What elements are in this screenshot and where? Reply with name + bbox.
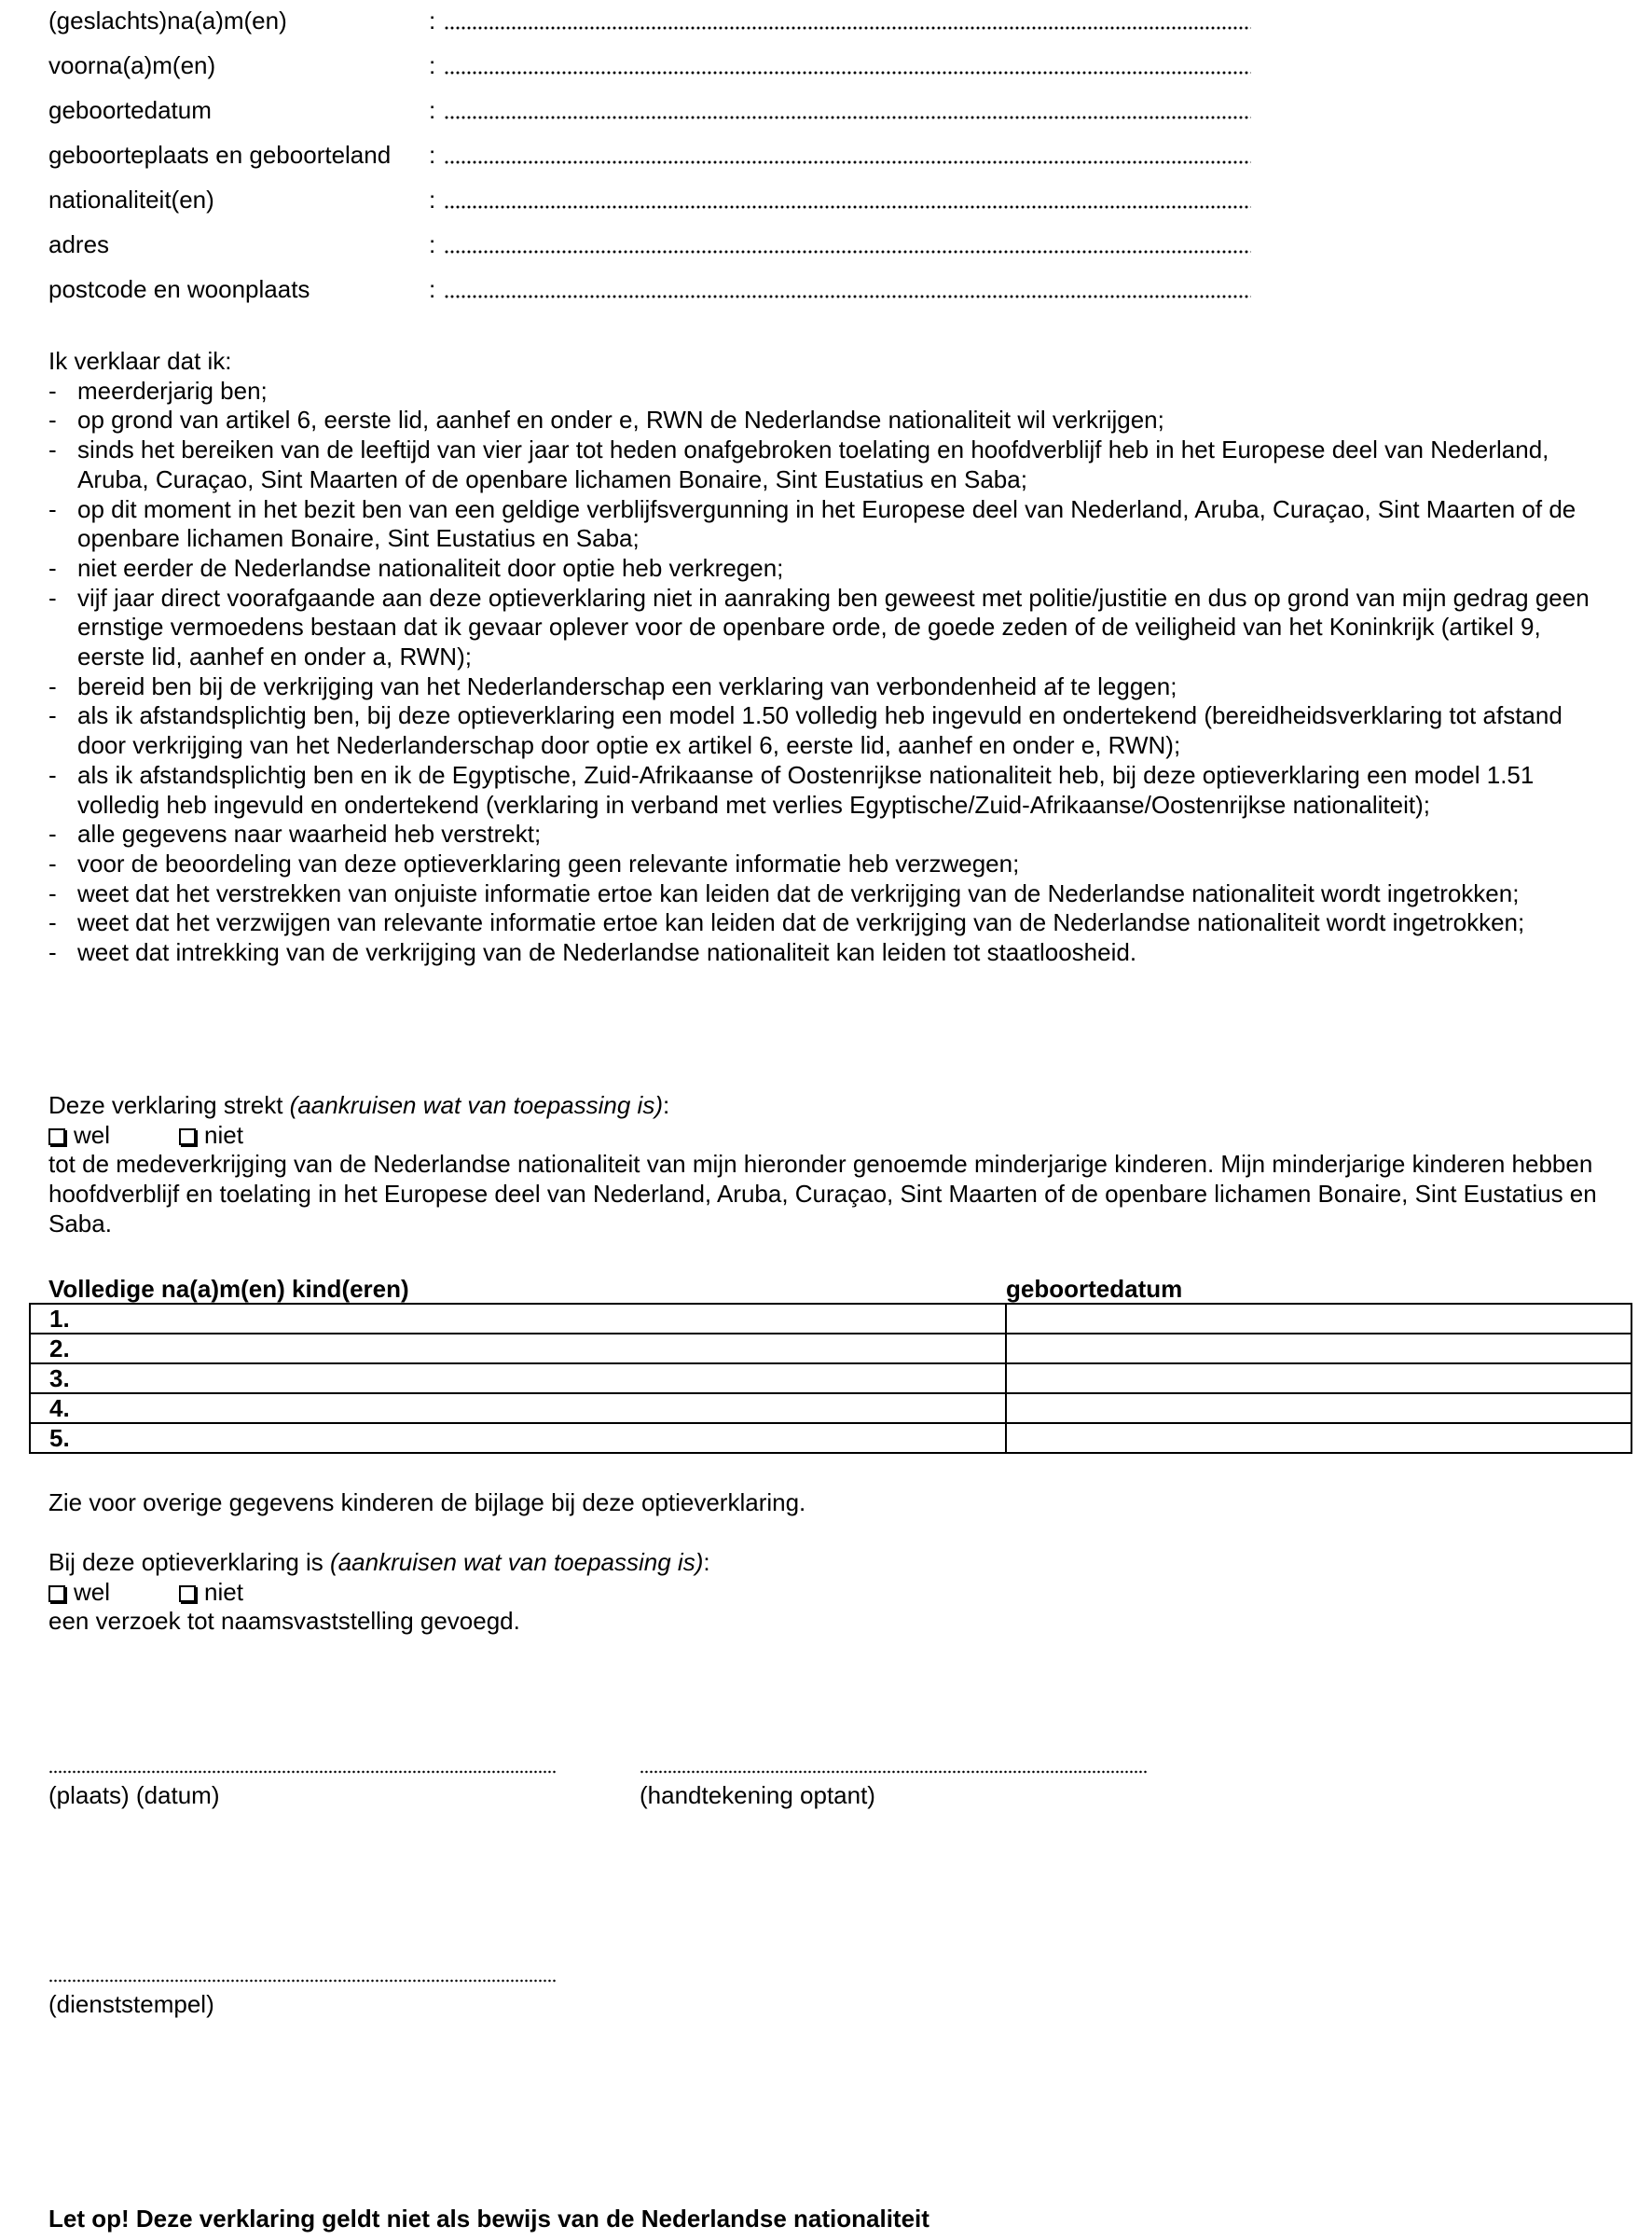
stamp-label: (dienststempel) [48, 1990, 214, 2018]
birth-date-input-line[interactable] [444, 116, 1251, 119]
field-colon: : [429, 141, 436, 169]
surname-input-line[interactable] [444, 26, 1251, 30]
child-birthdate-cell[interactable] [1006, 1423, 1631, 1453]
given-names-input-line[interactable] [444, 71, 1251, 75]
declaration-item [48, 820, 1615, 850]
bullet-dash: - [48, 494, 57, 523]
child-birthdate-cell[interactable] [1006, 1304, 1631, 1334]
declaration-list [48, 377, 1615, 968]
declaration-item-text: weet dat het verzwijgen van relevante informatie ertoe kan leiden dat de verkrijging van de Nederlandse nationaliteit wordt ingetrokken; [77, 908, 1525, 937]
checkbox-label: niet [204, 1577, 243, 1606]
children-scope-section [48, 1091, 1624, 1239]
child-birthdate-cell[interactable] [1006, 1363, 1631, 1393]
question-suffix: : [662, 1091, 670, 1119]
table-row [30, 1393, 1631, 1423]
bullet-dash: - [48, 671, 57, 700]
name-request-options [48, 1578, 1624, 1608]
bullet-dash: - [48, 436, 57, 464]
declaration-item-text: vijf jaar direct voorafgaande aan deze optieverklaring niet in aanraking ben geweest met politie/justitie en dus op grond van mijn gedrag geen ernstige vermoedens bestaan dat ik gevaar oplever voor de openbare orde, de goede zeden of de veiligheid van het Koninkrijk (artikel 9, eerste lid, aanhef en onder a, RWN); [77, 583, 1590, 671]
bullet-dash: - [48, 820, 57, 849]
checkbox-icon [48, 1128, 65, 1145]
field-label: geboorteplaats en geboorteland [48, 141, 392, 169]
table-row [30, 1423, 1631, 1453]
checkbox-icon [179, 1128, 196, 1145]
declaration-item-text: voor de beoordeling van deze optieverklaring geen relevante informatie heb verzwegen; [77, 849, 1020, 878]
field-colon: : [429, 7, 436, 35]
field-label: voorna(a)m(en) [48, 51, 216, 79]
table-row [30, 1304, 1631, 1334]
children-scope-options [48, 1121, 1624, 1151]
field-label: nationaliteit(en) [48, 186, 214, 214]
declaration-section [48, 347, 1615, 968]
bullet-dash: - [48, 701, 57, 730]
name-request-question [48, 1548, 1624, 1578]
bullet-dash: - [48, 376, 57, 405]
declaration-item [48, 701, 1615, 760]
stamp-line[interactable] [48, 1979, 558, 1983]
declaration-item [48, 938, 1615, 968]
bullet-dash: - [48, 849, 57, 878]
field-colon: : [429, 275, 436, 303]
declaration-item [48, 761, 1615, 820]
declaration-item-text: niet eerder de Nederlandse nationaliteit door optie heb verkregen; [77, 553, 784, 582]
nationality-input-line[interactable] [444, 205, 1251, 209]
bullet-dash: - [48, 938, 57, 967]
declaration-item [48, 406, 1615, 436]
name-request-section [48, 1548, 1624, 1637]
child-birthdate-cell[interactable] [1006, 1334, 1631, 1363]
checkbox-label: wel [74, 1120, 111, 1149]
postcode-city-input-line[interactable] [444, 295, 1251, 298]
bullet-dash: - [48, 760, 57, 789]
children-scope-question [48, 1091, 1624, 1121]
address-input-line[interactable] [444, 250, 1251, 254]
declaration-item-text: weet dat intrekking van de verkrijging van de Nederlandse nationaliteit kan leiden tot staatloosheid. [77, 938, 1137, 967]
table-row [30, 1334, 1631, 1363]
field-label: adres [48, 230, 110, 258]
declaration-item [48, 850, 1615, 879]
birth-place-input-line[interactable] [444, 160, 1251, 164]
checkbox-label: wel [74, 1577, 111, 1606]
field-colon: : [429, 230, 436, 258]
question-hint: (aankruisen wat van toepassing is) [289, 1091, 663, 1119]
question-text: Bij deze optieverklaring is [48, 1548, 331, 1576]
declaration-item-text: sinds het bereiken van de leeftijd van vier jaar tot heden onafgebroken toelating en hoofdverblijf heb in het Europese deel van Nederland, Aruba, Curaçao, Sint Maarten of de openbare lichamen Bonaire, Sint Eustatius en Saba; [77, 436, 1549, 493]
declaration-item [48, 554, 1615, 584]
question-text: Deze verklaring strekt [48, 1091, 290, 1119]
field-colon: : [429, 186, 436, 214]
declaration-item [48, 377, 1615, 407]
declaration-item [48, 584, 1615, 672]
row-number: 3. [49, 1364, 70, 1392]
declaration-item-text: als ik afstandsplichtig ben en ik de Egyptische, Zuid-Afrikaanse of Oostenrijkse nationaliteit heb, bij deze optieverklaring een model 1.51 volledig heb ingevuld en ondertekend (verklaring in verband met verlies Egyptische/Zuid-Afrikaanse/Oostenrijkse nationaliteit); [77, 760, 1535, 819]
child-name-cell[interactable] [30, 1393, 1006, 1423]
field-label: (geslachts)na(a)m(en) [48, 7, 287, 35]
child-name-cell[interactable] [30, 1304, 1006, 1334]
declaration-item [48, 436, 1615, 494]
declaration-intro: Ik verklaar dat ik: [48, 347, 232, 375]
place-date-signature-line[interactable] [48, 1770, 558, 1774]
declaration-item [48, 879, 1615, 909]
declaration-item-text: op grond van artikel 6, eerste lid, aanhef en onder e, RWN de Nederlandse nationaliteit wil verkrijgen; [77, 406, 1164, 435]
row-number: 5. [49, 1424, 70, 1452]
table-header-birthdate: geboortedatum [1006, 1275, 1183, 1303]
field-colon: : [429, 51, 436, 79]
declaration-item [48, 908, 1615, 938]
bullet-dash: - [48, 553, 57, 582]
declaration-item-text: als ik afstandsplichtig ben, bij deze optieverklaring een model 1.50 volledig heb ingevuld en ondertekend (bereidheidsverklaring tot afstand door verkrijging van het Nederlanderschap door optie ex artikel 6, eerste lid, aanhef en onder e, RWN); [77, 701, 1563, 760]
children-scope-text: tot de medeverkrijging van de Nederlandse nationaliteit van mijn hieronder genoemde minderjarige kinderen. Mijn minderjarige kinderen hebben hoofdverblijf en toelating in het Europese deel van Nederland, Aruba, Curaçao, Sint Maarten of de openbare lichamen Bonaire, Sint Eustatius en Saba. [48, 1150, 1597, 1238]
checkbox-icon [179, 1585, 196, 1602]
children-table [29, 1303, 1632, 1454]
optant-signature-line[interactable] [640, 1770, 1149, 1774]
table-row [30, 1363, 1631, 1393]
question-hint: (aankruisen wat van toepassing is) [330, 1548, 704, 1576]
name-request-yes-checkbox[interactable] [48, 1578, 110, 1608]
field-label: postcode en woonplaats [48, 275, 310, 303]
row-number: 4. [49, 1394, 70, 1422]
child-name-cell[interactable] [30, 1363, 1006, 1393]
warning-note: Let op! Deze verklaring geldt niet als bewijs van de Nederlandse nationaliteit [48, 2205, 929, 2233]
bullet-dash: - [48, 878, 57, 907]
row-number: 1. [49, 1305, 70, 1333]
children-scope-no-checkbox[interactable] [179, 1121, 243, 1151]
name-request-text: een verzoek tot naamsvaststelling gevoegd. [48, 1607, 520, 1636]
table-header-name: Volledige na(a)m(en) kind(eren) [48, 1275, 409, 1303]
checkbox-icon [48, 1585, 65, 1602]
children-scope-yes-checkbox[interactable] [48, 1121, 110, 1151]
declaration-item-text: weet dat het verstrekken van onjuiste informatie ertoe kan leiden dat de verkrijging van de Nederlandse nationaliteit wordt ingetrokken; [77, 878, 1520, 907]
field-label: geboortedatum [48, 96, 212, 124]
optant-signature-label: (handtekening optant) [640, 1781, 875, 1809]
bullet-dash: - [48, 583, 57, 612]
appendix-note: Zie voor overige gegevens kinderen de bijlage bij deze optieverklaring. [48, 1488, 806, 1516]
declaration-item-text: bereid ben bij de verkrijging van het Nederlanderschap een verklaring van verbondenheid af te leggen; [77, 671, 1177, 700]
declaration-item-text: alle gegevens naar waarheid heb verstrekt; [77, 820, 542, 849]
bullet-dash: - [48, 908, 57, 937]
question-suffix: : [703, 1548, 710, 1576]
checkbox-label: niet [204, 1120, 243, 1149]
declaration-item [48, 672, 1615, 702]
bullet-dash: - [48, 406, 57, 435]
place-date-label: (plaats) (datum) [48, 1781, 220, 1809]
row-number: 2. [49, 1334, 70, 1362]
child-birthdate-cell[interactable] [1006, 1393, 1631, 1423]
field-colon: : [429, 96, 436, 124]
child-name-cell[interactable] [30, 1423, 1006, 1453]
declaration-item [48, 495, 1615, 554]
declaration-item-text: op dit moment in het bezit ben van een geldige verblijfsvergunning in het Europese deel van Nederland, Aruba, Curaçao, Sint Maarten of de openbare lichamen Bonaire, Sint Eustatius en Saba; [77, 494, 1576, 553]
name-request-no-checkbox[interactable] [179, 1578, 243, 1608]
declaration-item-text: meerderjarig ben; [77, 376, 268, 405]
child-name-cell[interactable] [30, 1334, 1006, 1363]
